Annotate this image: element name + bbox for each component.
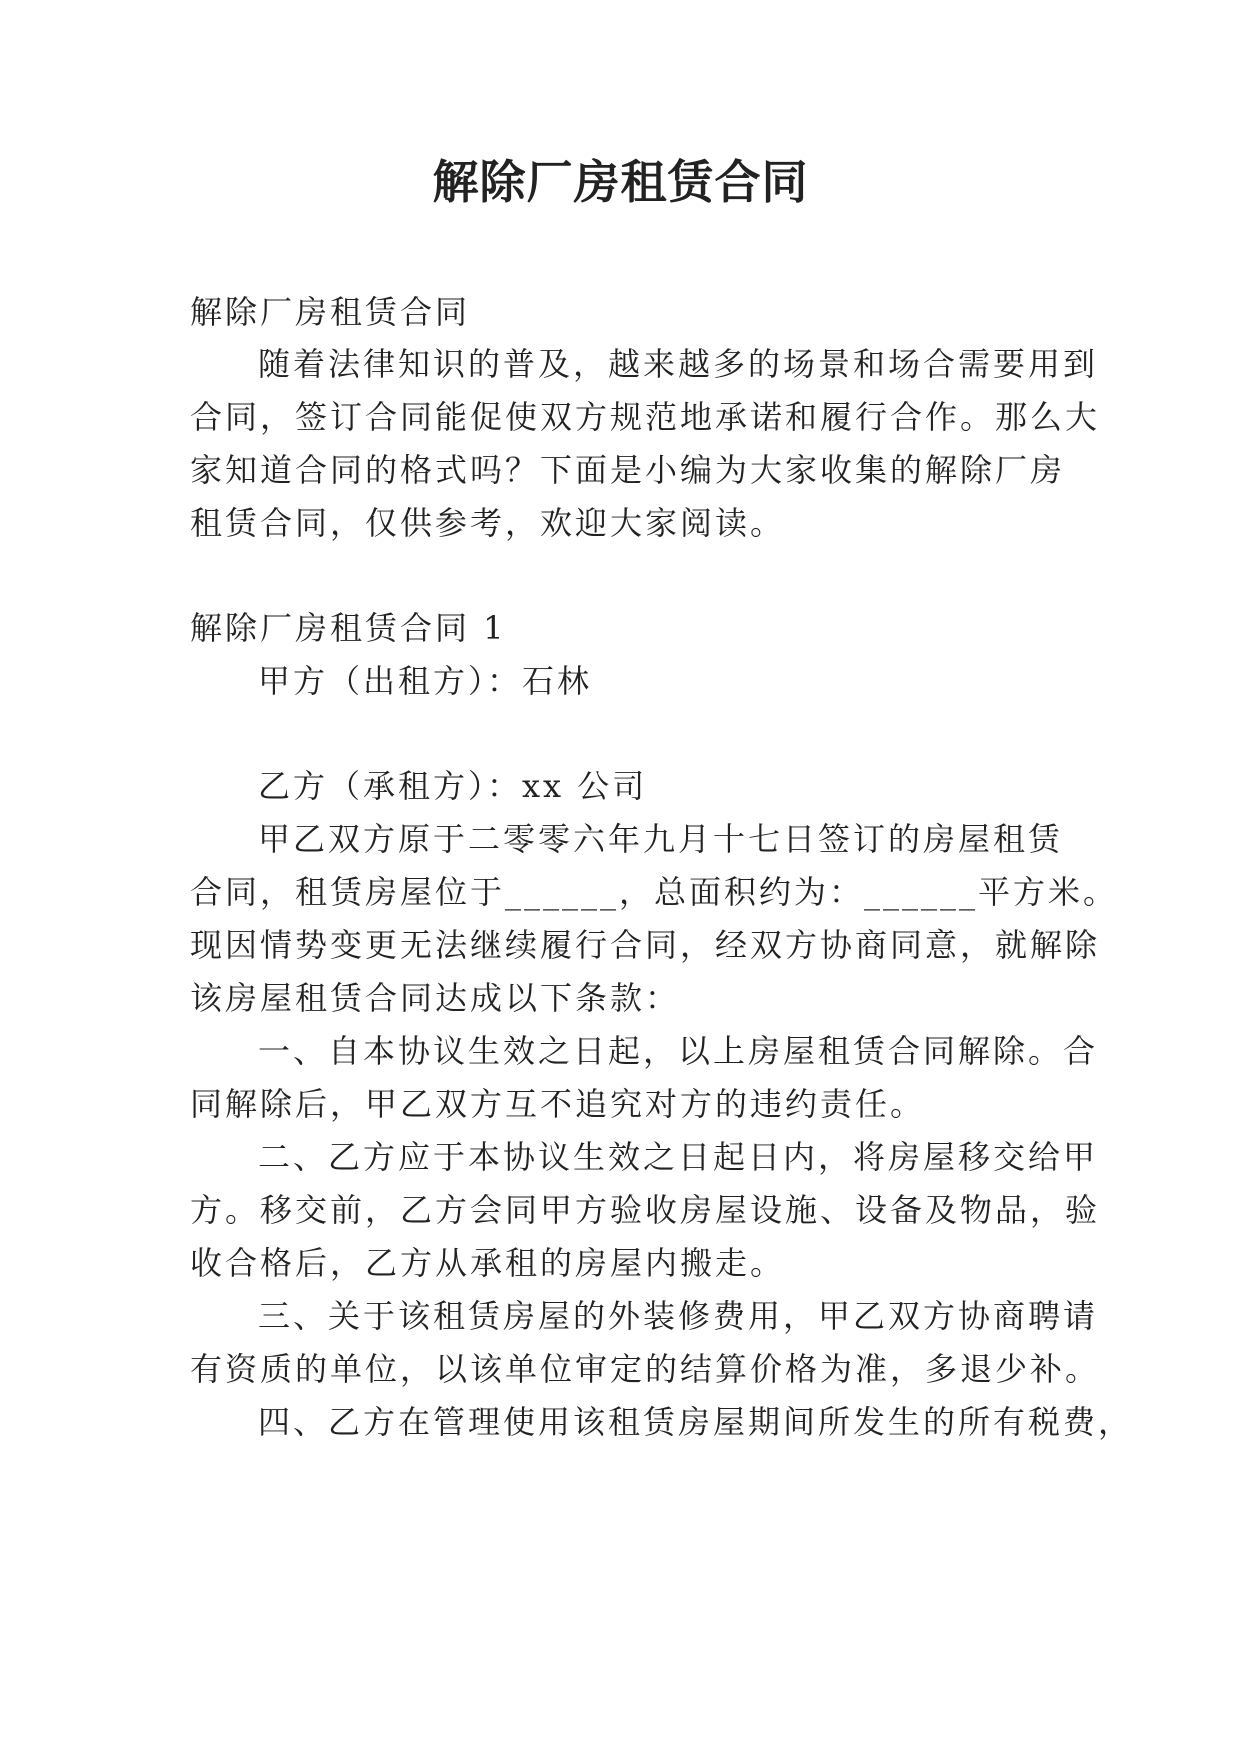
section-heading: 解除厂房租赁合同 1 <box>190 609 507 647</box>
intro-line-3: 家知道合同的格式吗？下面是小编为大家收集的解除厂房 <box>190 451 1066 489</box>
intro-line-1: 随着法律知识的普及，越来越多的场景和场合需要用到 <box>258 345 1099 383</box>
body-line-1: 甲乙双方原于二零零六年九月十七日签订的房屋租赁 <box>258 820 1064 858</box>
clause-4-line-1: 四、乙方在管理使用该租赁房屋期间所发生的所有税费， <box>258 1403 1134 1441</box>
clause-1-line-2: 同解除后，甲乙双方互不追究对方的违约责任。 <box>190 1085 926 1123</box>
clause-2-line-1: 二、乙方应于本协议生效之日起日内，将房屋移交给甲 <box>258 1138 1099 1176</box>
clause-2-line-2: 方。移交前，乙方会同甲方验收房屋设施、设备及物品，验 <box>190 1191 1101 1229</box>
intro-line-2: 合同，签订合同能促使双方规范地承诺和履行合作。那么大 <box>190 398 1101 436</box>
body-line-4: 该房屋租赁合同达成以下条款： <box>190 979 681 1017</box>
body-line-3: 现因情势变更无法继续履行合同，经双方协商同意，就解除 <box>190 926 1101 964</box>
intro-line-4: 租赁合同，仅供参考，欢迎大家阅读。 <box>190 504 786 542</box>
subtitle-line: 解除厂房租赁合同 <box>190 293 471 331</box>
clause-1-line-1: 一、自本协议生效之日起，以上房屋租赁合同解除。合 <box>258 1032 1099 1070</box>
clause-2-line-3: 收合格后，乙方从承租的房屋内搬走。 <box>190 1244 786 1282</box>
document-title: 解除厂房租赁合同 <box>432 155 809 209</box>
clause-3-line-1: 三、关于该租赁房屋的外装修费用，甲乙双方协商聘请 <box>258 1297 1099 1335</box>
party-a-line: 甲方（出租方）：石林 <box>258 662 593 700</box>
party-b-line: 乙方（承租方）：xx 公司 <box>258 767 648 805</box>
body-line-2: 合同，租赁房屋位于______，总面积约为：______平方米。 <box>190 873 1119 911</box>
clause-3-line-2: 有资质的单位，以该单位审定的结算价格为准，多退少补。 <box>190 1350 1101 1388</box>
